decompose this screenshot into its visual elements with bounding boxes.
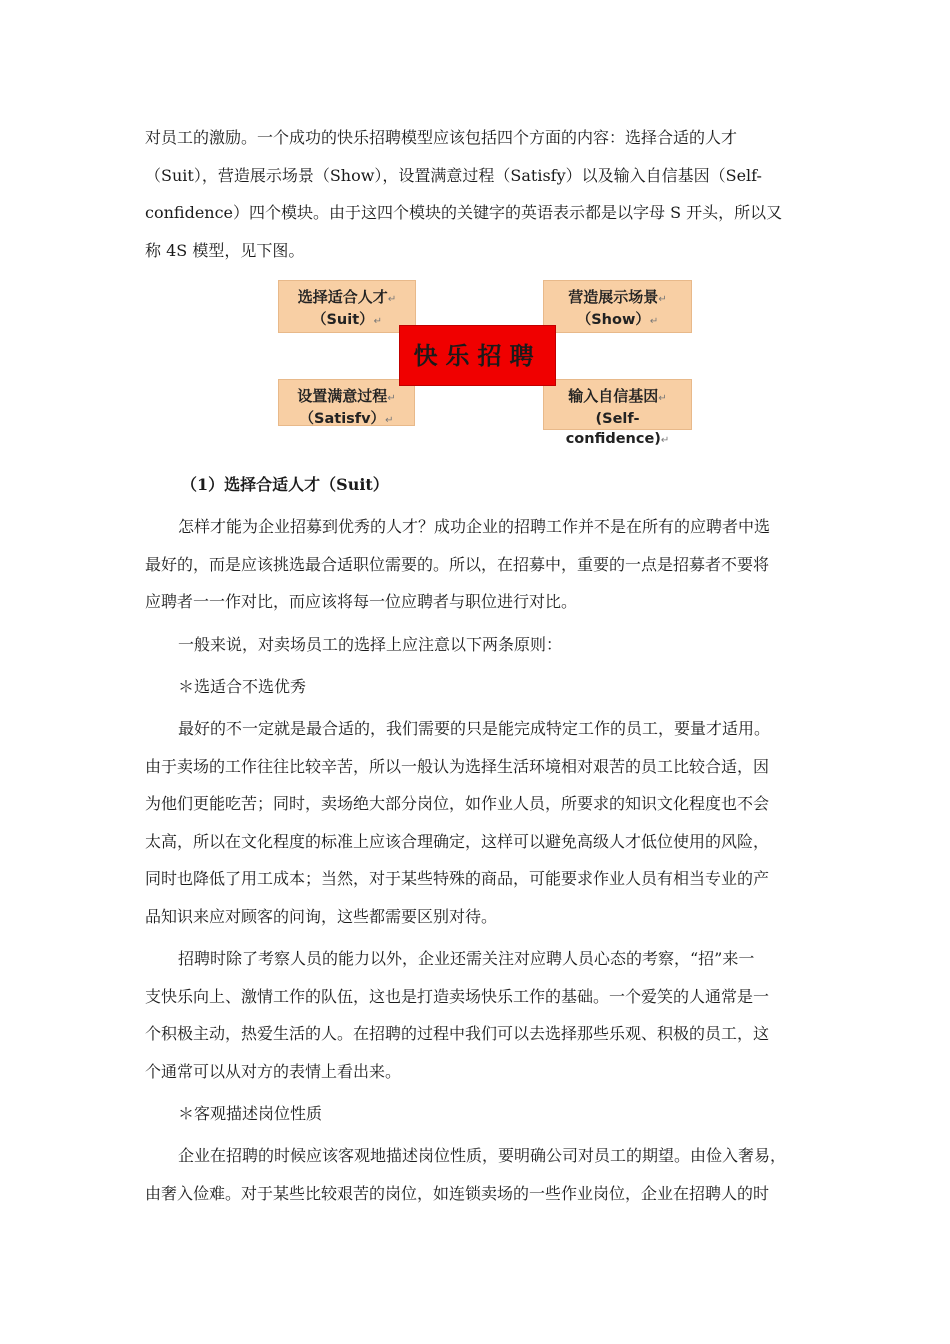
return-mark-icon: ↵ [658, 393, 667, 404]
happy-recruitment-center-box [399, 325, 556, 386]
text-line: 应聘者一一作对比，而应该将每一位应聘者与职位进行对比。 [145, 592, 578, 611]
text-line: 最好的，而是应该挑选最合适职位需要的。所以，在招募中，重要的一点是招募者不要将 [145, 554, 770, 574]
paragraph-2 [145, 626, 805, 664]
self-confidence-box [543, 379, 692, 447]
suit-subtitle [279, 310, 415, 332]
show-box [543, 280, 692, 333]
text-line: 对员工的激励。一个成功的快乐招聘模型应该包括四个方面的内容：选择合适的人才 [145, 128, 738, 147]
text-line: 支快乐向上、激情工作的队伍，这也是打造卖场快乐工作的基础。一个爱笑的人通常是一 [145, 986, 770, 1006]
text-line: 个积极主动，热爱生活的人。在招聘的过程中我们可以去选择那些乐观、积极的员工，这 [145, 1024, 770, 1043]
text-line: 个通常可以从对方的表情上看出来。 [145, 1061, 402, 1081]
paragraph-5 [145, 1137, 805, 1212]
return-mark-icon: ↵ [660, 435, 670, 446]
bullet-select-suitable [145, 668, 805, 706]
satisfy-box [278, 379, 415, 426]
text-line: 同时也降低了用工成本；当然，对于某些特殊的商品，可能要求作业人员有相当专业的产 [145, 869, 770, 888]
text-line: 由奢入俭难。对于某些比较艰苦的岗位，如连锁卖场的一些作业岗位，企业在招聘人的时 [145, 1183, 770, 1203]
show-subtitle [544, 310, 691, 332]
text-line: 怎样才能为企业招募到优秀的人才？成功企业的招聘工作并不是在所有的应聘者中选 [178, 517, 771, 536]
self-confidence-subtitle [544, 409, 691, 451]
paragraph-3 [145, 710, 805, 935]
self-confidence-subtitle-text: (Self-confidence) [565, 411, 661, 447]
suit-subtitle-text: （Suit） [311, 312, 374, 328]
text-line: 称 4S 模型，见下图。 [145, 240, 305, 260]
show-title: 营造展示场景 [568, 288, 659, 306]
paragraph-4 [145, 940, 805, 1090]
return-mark-icon: ↵ [385, 415, 394, 426]
return-mark-icon: ↵ [373, 316, 383, 327]
bullet-describe-position [145, 1095, 805, 1133]
self-confidence-title: 输入自信基因 [568, 387, 659, 405]
text-line: 品知识来应对顾客的问询，这些都需要区别对待。 [145, 906, 498, 926]
suit-title: 选择适合人才 [297, 288, 388, 306]
return-mark-icon: ↵ [649, 316, 659, 327]
return-mark-icon: ↵ [658, 294, 667, 305]
text-line: 招聘时除了考察人员的能力以外，企业还需关注对应聘人员心态的考察，“招”来一 [178, 949, 755, 968]
center-label: 快乐招聘 [413, 341, 542, 370]
intro-paragraph [145, 119, 805, 269]
suit-box [278, 280, 416, 333]
bullet-text: ＊客观描述岗位性质 [178, 1104, 323, 1123]
paragraph-1 [145, 508, 805, 621]
satisfy-subtitle [279, 409, 414, 431]
text-line: confidence）四个模块。由于这四个模块的关键字的英语表示都是以字母 S 开头，所以又 [145, 203, 783, 222]
text-line: 企业在招聘的时候应该客观地描述岗位性质，要明确公司对员工的期望。由俭入奢易， [178, 1146, 787, 1165]
text-line: 太高，所以在文化程度的标准上应该合理确定，这样可以避免高级人才低位使用的风险， [145, 831, 770, 851]
text-line: 为他们更能吃苦；同时，卖场绝大部分岗位，如作业人员，所要求的知识文化程度也不会 [145, 794, 770, 813]
text-line: 由于卖场的工作往往比较辛苦，所以一般认为选择生活环境相对艰苦的员工比较合适，因 [145, 756, 770, 776]
section-heading: （1）选择合适人才（Suit） [181, 475, 389, 494]
bullet-text: ＊选适合不选优秀 [178, 677, 307, 696]
return-mark-icon: ↵ [387, 294, 397, 305]
satisfy-title: 设置满意过程 [297, 387, 388, 405]
return-mark-icon: ↵ [387, 393, 396, 404]
4s-model-diagram [278, 280, 694, 447]
satisfy-subtitle-text: （Satisfv） [299, 411, 386, 427]
show-subtitle-text: （Show） [576, 312, 650, 328]
text-line: （Suit），营造展示场景（Show），设置满意过程（Satisfy）以及输入自信基因（Self- [145, 165, 762, 185]
text-line: 一般来说，对卖场员工的选择上应注意以下两条原则： [178, 635, 563, 654]
text-line: 最好的不一定就是最合适的，我们需要的只是能完成特定工作的员工，要量才适用。 [178, 719, 771, 738]
